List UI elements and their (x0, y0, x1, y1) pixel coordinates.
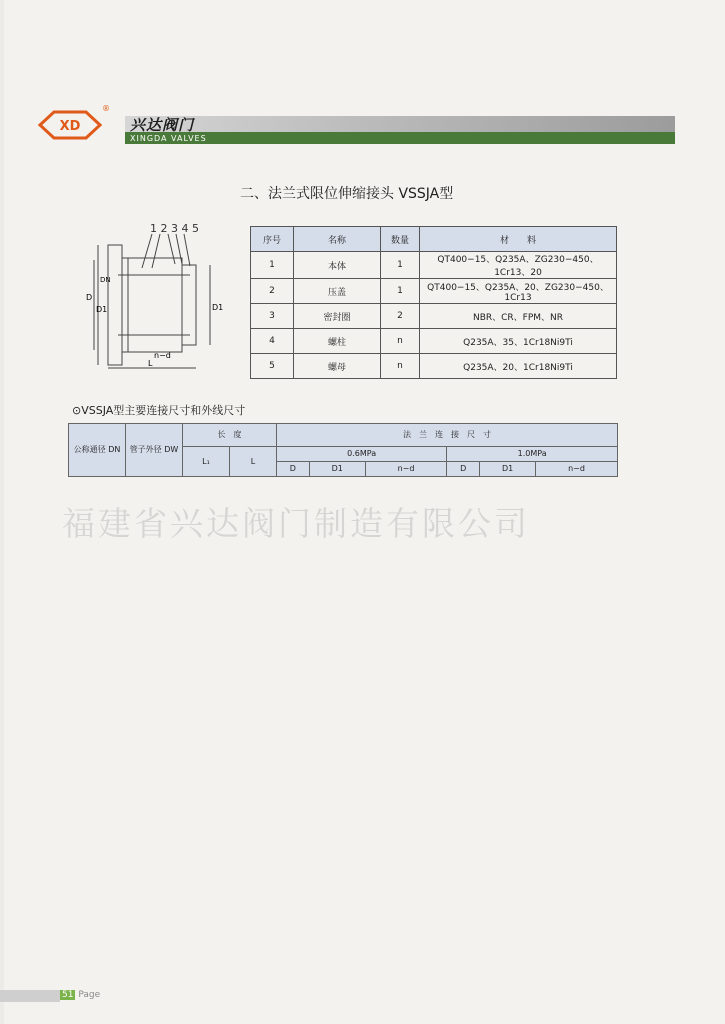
materials-table (250, 226, 617, 379)
svg-text:DN: DN (100, 276, 111, 284)
svg-text:D: D (86, 293, 93, 302)
header-bar-green (125, 132, 675, 144)
table-row: 1 本体 1 QT400−15、Q235A、ZG230−450、1Cr13、20 (251, 252, 617, 279)
footer-bar (0, 990, 60, 1002)
svg-text:XD: XD (59, 119, 81, 134)
table-row: 3 密封圈 2 NBR、CR、FPM、NR (251, 304, 617, 329)
svg-text:D1: D1 (212, 303, 224, 312)
table-header-row: 公称通径 DN 管子外径 DW 长 度 法 兰 连 接 尺 寸 (69, 424, 618, 447)
brand-name-en: XINGDA VALVES (130, 134, 207, 143)
page-label: Page (78, 990, 101, 1000)
dimensions-table (68, 423, 618, 477)
table-header-row: D D1 n−d D D1 n−d (69, 462, 618, 477)
header (30, 100, 675, 148)
registered-mark: ® (102, 104, 110, 113)
part-numbers: 1 2 3 4 5 (150, 222, 199, 235)
table-row: 2 压盖 1 QT400−15、Q235A、20、ZG230−450、1Cr13 (251, 279, 617, 304)
section-title: ⊙VSSJA型主要连接尺寸和外线尺寸 (72, 404, 246, 417)
table-header-row: L₁ L 0.6MPa 1.0MPa (69, 447, 618, 462)
table-row: 4 螺柱 n Q235A、35、1Cr18Ni9Ti (251, 329, 617, 354)
page-title: 二、法兰式限位伸缩接头 VSSJA型 (240, 186, 454, 202)
table-row: 序号 名称 数量 材 料 (251, 227, 617, 252)
svg-text:n−d: n−d (154, 351, 171, 360)
brand-name-cn: 兴达阀门 (130, 116, 195, 134)
svg-text:L: L (148, 359, 153, 368)
table-row: 5 螺母 n Q235A、20、1Cr18Ni9Ti (251, 354, 617, 379)
xd-logo-icon (38, 110, 102, 140)
footer (60, 990, 100, 1000)
svg-text:D1: D1 (96, 305, 108, 314)
watermark: 福建省兴达阀门制造有限公司 (62, 504, 530, 543)
joint-diagram (80, 220, 240, 370)
page-number: 51 (62, 990, 74, 1000)
